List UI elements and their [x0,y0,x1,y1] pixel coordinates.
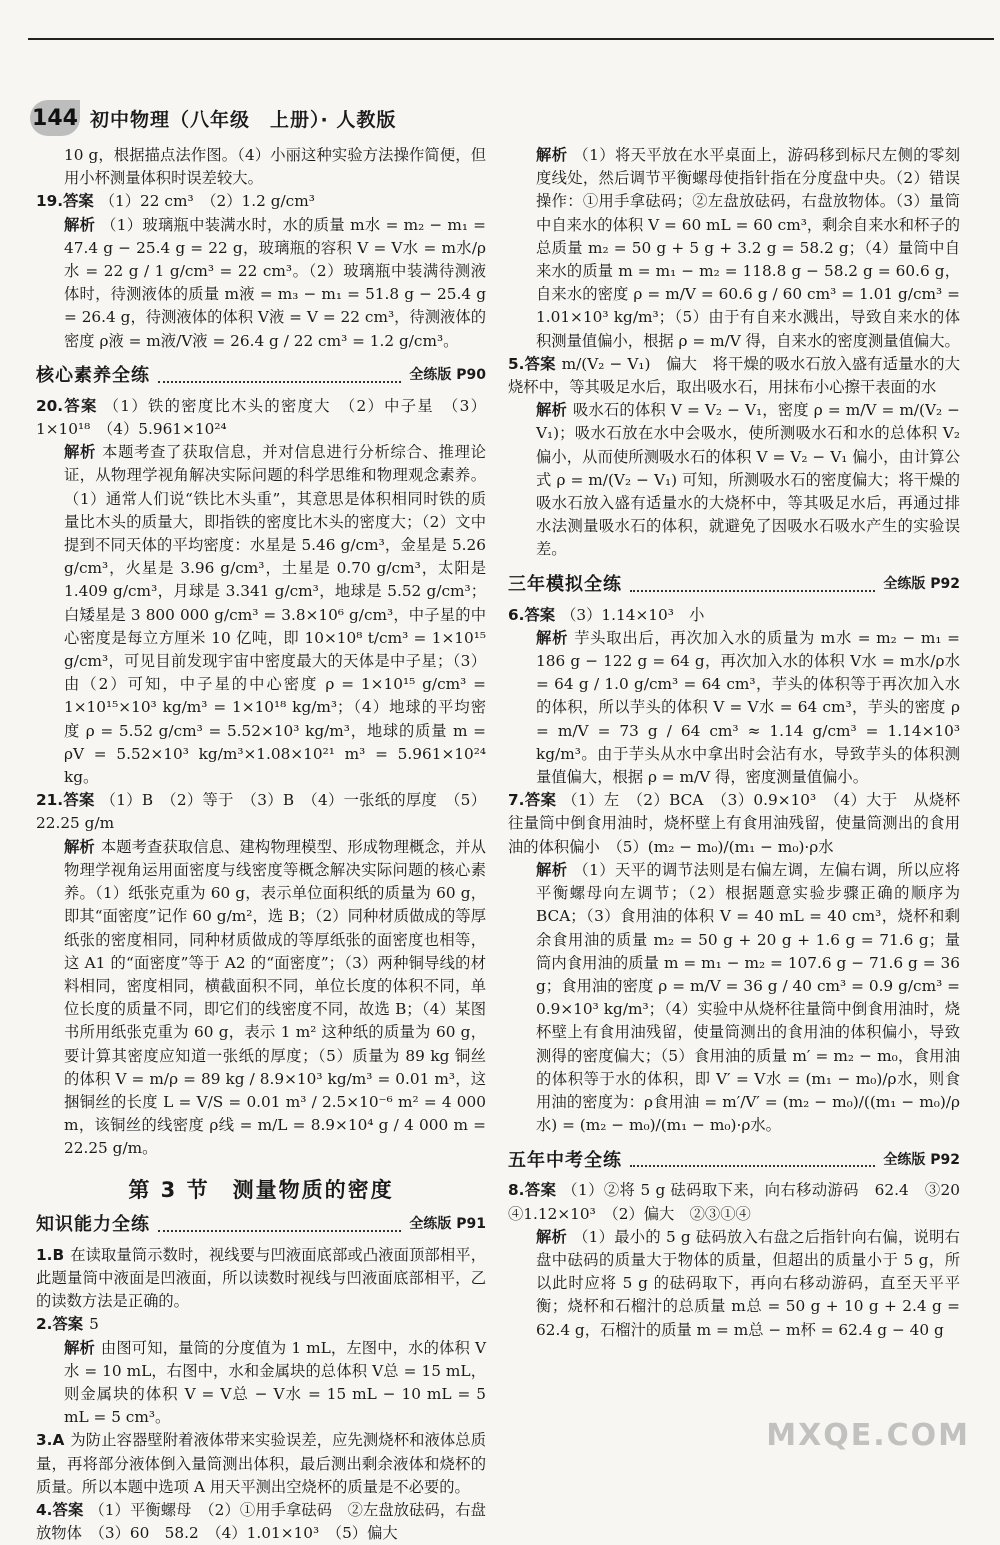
section-heading [508,1147,960,1173]
watermark: MXQE.COM [766,1418,970,1453]
answer-tag: 答案 [524,605,556,624]
answer-paragraph [36,214,486,353]
question-number: 3. [36,1431,53,1450]
paragraph-text: （1）22 cm³ （2）1.2 g/cm³ [99,192,315,211]
question-number: 7. [508,791,525,810]
answer-tag: B [52,1245,65,1264]
top-rule [28,38,994,40]
answer-tag: 答案 [63,396,98,415]
answer-tag: 解析 [536,628,569,647]
dotted-leader [158,1218,401,1232]
answer-paragraph [36,1499,486,1545]
paragraph-text: （3）1.14×10³ 小 [561,605,705,624]
paragraph-text: m/(V₂ − V₁) 偏大 将干燥的吸水石放入盛有适量水的大烧杯中，等其吸足水后，取出吸水石，用抹布小心擦干表面的水 [508,354,960,397]
paragraph-text: 由图可知，量筒的分度值为 1 mL，左图中，水的体积 V水 = 10 mL，右图中，水和金属块的总体积 V总 = 15 mL，则金属块的体积 V = V总 − V水 = 15 mL − 10 mL = 5 mL = 5 cm³。 [64,1338,486,1427]
paragraph-text: （1）将天平放在水平桌面上，游码移到标尺左侧的零刻度线处，然后调节平衡螺母使指针指在分度盘中央。（2）错误操作：①用手拿砝码；②左盘放砝码，右盘放物体。（3）量筒中自来水的体积 V = 60 mL = 60 cm³，剩余自来水和杯子的总质量 m₂ = 50 g + 5 g + 3.2 g = 58.2 g；（4）量筒中自来水的质量 m = m₁ − m₂ = 118.8 g − 58.2 g = 60.6 g，自来水的密度 ρ = m/V = 60.6 g / 60 cm³ = 1.01 g/cm³ = 1.01×10³ kg/m³；（5）由于有自来水溅出，导致自来水的体积测量值偏小，根据 ρ = m/V 得，自来水的密度测量值偏大。 [536,146,960,350]
answer-tag: 答案 [524,1181,557,1200]
answer-paragraph [36,190,486,213]
paragraph-text: （1）左 （2）BCA （3）0.9×10³ （4）大于 从烧杯往量筒中倒食用油时，烧杯壁上有食用油残留，使量筒测出的食用油的体积偏小 （5）(m₂ − m₀)/(m₁ − m₀)·ρ水 [508,791,960,856]
answer-paragraph [508,1179,976,1225]
paragraph-text: 在读取量筒示数时，视线要与凹液面底部或凸液面顶部相平，此题量筒中液面是凹液面，所以读数时视线与凹液面底部相平，乙的读数方法是正确的。 [36,1245,486,1311]
section-page-ref: 全练版 P92 [883,576,960,593]
page-number: 144 [30,100,80,136]
question-number: 21. [36,791,64,810]
question-number: 6. [508,605,525,624]
question-number: 5. [508,354,525,373]
page-header [30,98,396,138]
question-number: 4. [36,1500,53,1519]
paragraph-text: 5 [89,1315,99,1334]
paragraph-text: （1）天平的调节法则是右偏左调，左偏右调，所以应将平衡螺母向左调节；（2）根据题意实验步骤正确的顺序为 BCA；（3）食用油的体积 V = 40 mL = 40 cm³，烧杯和剩余食用油的质量 m₂ = 50 g + 20 g + 1.6 g = 71.6 g；量筒内食用油的质量 m = m₁ − m₂ = 107.6 g − 71.6 g = 36 g；食用油的密度 ρ = m/V = 36 g / 40 cm³ = 0.9 g/cm³ = 0.9×10³ kg/m³；（4）实验中从烧杯往量筒中倒食用油时，烧杯壁上有食用油残留，使量筒测出的食用油的体积偏小，导致测得的密度偏大；（5）食用油的质量 m′ = m₂ − m₀，食用油的体积等于水的体积，即 V′ = V水 = (m₁ − m₀)/ρ水，则食用油的密度为：ρ食用油 = m′/V′ = (m₂ − m₀)/((m₁ − m₀)/ρ水) = (m₂ − m₀)/(m₁ − m₀)·ρ水。 [536,860,960,1135]
paragraph-text: （1）B （2）等于 （3）B （4）一张纸的厚度 （5）22.25 g/m [36,791,486,833]
answer-tag: 答案 [52,1500,84,1519]
answer-paragraph [36,1337,486,1430]
answer-tag: 解析 [536,401,567,420]
section-page-ref: 全练版 P92 [883,1151,960,1168]
answer-tag: 解析 [536,860,568,879]
question-number: 8. [508,1181,525,1200]
answer-paragraph [508,859,960,1137]
question-number: 1. [36,1245,53,1264]
answer-paragraph [36,1313,486,1336]
dotted-leader [630,578,875,592]
answer-paragraph [508,1226,960,1342]
chapter-title: 第 3 节 测量物质的密度 [128,1177,394,1202]
section-page-ref: 全练版 P90 [409,367,486,384]
answer-paragraph [36,441,486,789]
answer-paragraph [36,836,486,1161]
answer-tag: 解析 [64,837,95,856]
dotted-leader [158,369,401,383]
answer-tag: 答案 [524,791,557,810]
answer-tag: 解析 [64,443,97,462]
paragraph-text: （1）②将 5 g 砝码取下来，向右移动游码 62.4 ③20 ④1.12×10³ （2）偏大 ②③①④ [508,1181,976,1223]
paragraph-text: （1）最小的 5 g 砝码放入右盘之后指针向右偏，说明右盘中砝码的质量大于物体的质量，但超出的质量小于 5 g，所以此时应将 5 g 的砝码取下，再向右移动游码，直至天平平衡；烧杯和石榴汁的总质量 m总 = 50 g + 10 g + 2.4 g = 62.4 g，石榴汁的质量 m = m总 − m杯 = 62.4 g − 40 g [536,1227,960,1339]
paragraph-text: 本题考查获取信息、建构物理模型、形成物理概念，并从物理学视角运用面密度与线密度等概念解决实际问题的核心素养。（1）纸张克重为 60 g，表示单位面积纸的质量为 60 g，即其“面密度”记作 60 g/m²，选 B；（2）同种材质做成的等厚纸张的密度相同，同种材质做成的等厚纸张的面密度也相等，这 A1 的“面密度”等于 A2 的“面密度”；（3）两种铜导线的材料相同，密度相同，横截面积不同，单位长度的体积不同，单位长度的质量不同，即它们的线密度不同，故选 B；（4）某图书所用纸张克重为 60 g，表示 1 m² 这种纸的质量为 60 g，要计算其密度应知道一张纸的厚度；（5）质量为 89 kg 铜丝的体积 V = m/ρ = 89 kg / 8.9×10³ kg/m³ = 0.01 m³，这捆铜丝的长度 L = V/S = 0.01 m³ / 2.5×10⁻⁶ m² = 4 000 m，该铜丝的线密度 ρ线 = m/L = 8.9×10⁴ g / 4 000 m = 22.25 g/m。 [64,837,486,1158]
answer-tag: 答案 [52,1315,84,1334]
section-title: 五年中考全练 [508,1149,622,1171]
paragraph-text: （1）铁的密度比木头的密度大 （2）中子星 （3）1×10¹⁸ （4）5.961×10²⁴ [36,396,486,439]
answer-tag: 解析 [64,215,96,234]
answer-paragraph [508,144,960,353]
answer-paragraph [36,395,486,441]
answer-paragraph [36,789,486,835]
section-heading [508,572,960,598]
question-number: 20. [36,396,64,415]
paragraph-text: （1）平衡螺母 （2）①用手拿砝码 ②左盘放砝码，右盘放物体 （3）60 58.2 （4）1.01×10³ （5）偏大 [36,1500,486,1543]
question-number: 2. [36,1315,53,1334]
paragraph-text: 本题考查了获取信息，并对信息进行分析综合、推理论证，从物理学视角解决实际问题的科学思维和物理观念素养。（1）通常人们说“铁比木头重”，其意思是体积相同时铁的质量比木头的质量大，即指铁的密度比木头的密度大；（2）文中提到不同天体的平均密度：水星是 5.46 g/cm³，金星是 5.26 g/cm³，火星是 3.96 g/cm³，土星是 0.70 g/cm³，太阳是 1.409 g/cm³，月球是 3.341 g/cm³，地球是 5.52 g/cm³；白矮星是 3 800 000 g/cm³ = 3.8×10⁶ g/cm³，中子星的中心密度是每立方厘米 10 亿吨，即 10×10⁸ t/cm³ = 1×10¹⁵ g/cm³，可见目前发现宇宙中密度最大的天体是中子星；（3）由（2）可知，中子星的中心密度 ρ = 1×10¹⁵ g/cm³ = 1×10¹⁵×10³ kg/m³ = 1×10¹⁸ kg/m³；（4）地球的平均密度 ρ = 5.52 g/cm³ = 5.52×10³ kg/m³，地球的质量 m = ρV = 5.52×10³ kg/m³×1.08×10²¹ m³ = 5.961×10²⁴ kg。 [64,443,486,787]
answer-tag: A [52,1431,65,1450]
paragraph-text: 为防止容器壁附着液体带来实验误差，应先测烧杯和液体总质量，再将部分液体倒入量筒测出体积，最后测出剩余液体和烧杯的质量。所以本题中选项 A 用天平测出空烧杯的质量是不必要的。 [36,1431,486,1496]
paragraph-text: 10 g，根据描点法作图。（4）小丽这种实验方法操作简便，但用小杯测量体积时误差较大。 [64,146,486,188]
book-title: 初中物理（八年级 上册）· 人教版 [90,108,397,131]
answer-tag: 答案 [63,192,94,211]
answer-tag: 解析 [64,1338,95,1357]
section-heading [36,1212,486,1238]
section-title: 三年模拟全练 [508,574,622,596]
answer-paragraph [36,1429,486,1499]
answer-paragraph [36,144,486,190]
answer-paragraph [508,353,960,399]
answer-tag: 解析 [536,146,568,164]
answer-paragraph [36,1244,486,1314]
answer-tag: 解析 [536,1227,568,1246]
answer-paragraph [508,399,960,561]
answer-paragraph [508,627,960,789]
answer-paragraph [508,789,960,859]
answer-paragraph [508,604,960,627]
paragraph-text: 吸水石的体积 V = V₂ − V₁，密度 ρ = m/V = m/(V₂ − V₁)；吸水石放在水中会吸水，使所测吸水石和水的总体积 V₂ 偏小，从而使所测吸水石的体积 V = V₂ − V₁ 偏小，由计算公式 ρ = m/(V₂ − V₁) 可知，所测吸水石的密度偏大；将干燥的吸水石放入盛有适量水的大烧杯中，等其吸足水后，再通过排水法测量吸水石的体积，就避免了因吸水石吸水产生的实验误差。 [536,401,960,559]
answer-tag: 答案 [63,791,95,810]
answer-tag: 答案 [524,354,556,373]
paragraph-text: 芋头取出后，再次加入水的质量为 m水 = m₂ − m₁ = 186 g − 122 g = 64 g，再次加入水的体积 V水 = m水/ρ水 = 64 g / 1.0 g/cm³ = 64 cm³，芋头的体积等于再次加入水的体积，所以芋头的体积 V = V水 = 64 cm³，芋头的密度 ρ = m/V = 73 g / 64 cm³ ≈ 1.14 g/cm³ = 1.14×10³ kg/m³。由于芋头从水中拿出时会沾有水，导致芋头的体积测量值偏大，根据 ρ = m/V 得，密度测量值偏小。 [536,628,960,787]
section-heading [36,363,486,389]
left-column [36,144,486,1545]
paragraph-text: （1）玻璃瓶中装满水时，水的质量 m水 = m₂ − m₁ = 47.4 g − 25.4 g = 22 g，玻璃瓶的容积 V = V水 = m水/ρ水 = 22 g / 1 g/cm³ = 22 cm³。（2）玻璃瓶中装满待测液体时，待测液体的质量 m液 = m₃ − m₁ = 51.8 g − 25.4 g = 26.4 g，待测液体的体积 V液 = V = 22 cm³，待测液体的密度 ρ液 = m液/V液 = 26.4 g / 22 cm³ = 1.2 g/cm³。 [64,215,486,350]
question-number: 19. [36,192,64,211]
section-title: 核心素养全练 [36,365,150,387]
section-title: 知识能力全练 [36,1214,150,1236]
dotted-leader [630,1153,875,1167]
section-page-ref: 全练版 P91 [409,1216,486,1233]
right-column [508,144,976,1342]
